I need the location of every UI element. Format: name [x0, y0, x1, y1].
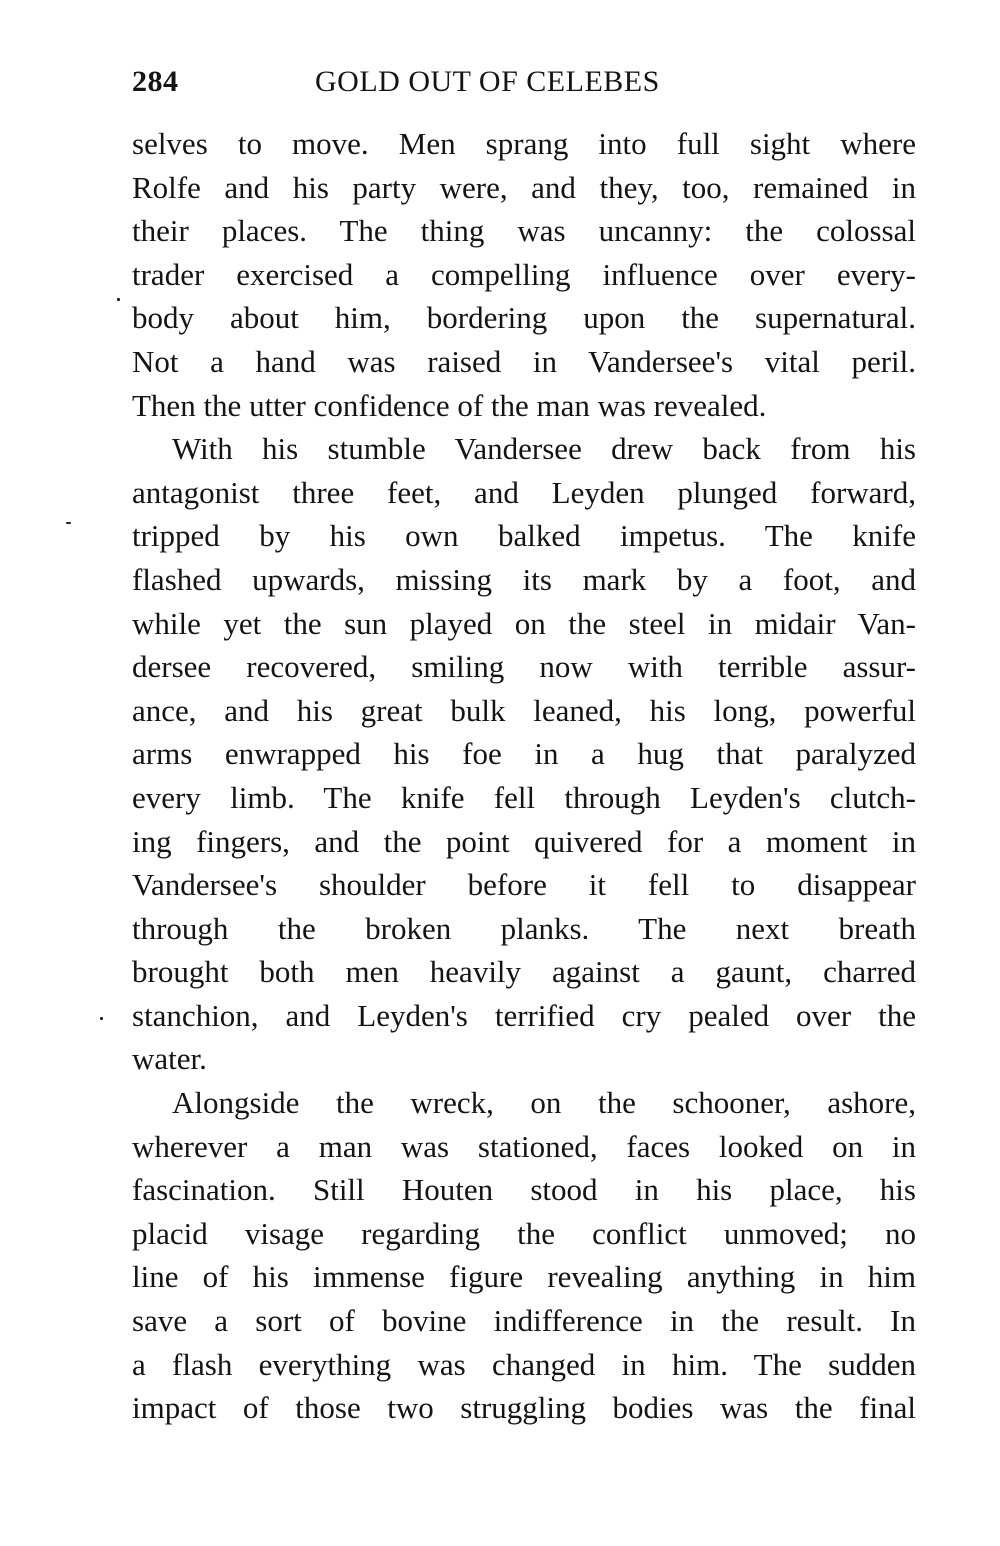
body-text: [132, 122, 916, 1430]
text-line: through the broken planks. The next breath: [132, 910, 916, 946]
text-line: stanchion, and Leyden's terrified cry pealed over the: [132, 997, 916, 1033]
text-line: Not a hand was raised in Vandersee's vital peril.: [132, 343, 916, 379]
text-line: while yet the sun played on the steel in midair Van-: [132, 605, 916, 641]
text-line: their places. The thing was uncanny: the colossal: [132, 213, 916, 249]
scan-speck: [117, 298, 120, 301]
running-title: GOLD OUT OF CELEBES: [315, 65, 660, 98]
running-head: [132, 58, 922, 106]
paragraph-start-line: With his stumble Vandersee drew back from his: [172, 431, 916, 467]
scan-speck: [100, 1017, 103, 1020]
text-line: ing fingers, and the point quivered for a moment in: [132, 823, 916, 859]
text-line: ance, and his great bulk leaned, his long, powerful: [132, 692, 916, 728]
text-line: tripped by his own balked impetus. The knife: [132, 518, 916, 554]
text-line: arms enwrapped his foe in a hug that paralyzed: [132, 736, 916, 772]
text-line: fascination. Still Houten stood in his place, his: [132, 1172, 916, 1208]
paragraph-start-line: Alongside the wreck, on the schooner, ashore,: [172, 1085, 916, 1121]
text-line: Then the utter confidence of the man was revealed.: [132, 387, 767, 423]
text-line: line of his immense figure revealing anything in him: [132, 1259, 916, 1295]
text-line: placid visage regarding the conflict unmoved; no: [132, 1215, 916, 1251]
text-line: save a sort of bovine indifference in the result. In: [132, 1303, 916, 1339]
text-line: every limb. The knife fell through Leyden's clutch-: [132, 779, 916, 815]
text-line: selves to move. Men sprang into full sight where: [132, 126, 916, 161]
text-line: flashed upwards, missing its mark by a foot, and: [132, 561, 916, 597]
scan-speck: [66, 522, 71, 524]
page-number: 284: [132, 65, 179, 98]
text-line: trader exercised a compelling influence over every-: [132, 256, 916, 292]
text-line: dersee recovered, smiling now with terrible assur-: [132, 649, 916, 685]
text-line: Vandersee's shoulder before it fell to disappear: [132, 867, 916, 903]
text-line: impact of those two struggling bodies was the final: [132, 1390, 916, 1426]
text-line: a flash everything was changed in him. The sudden: [132, 1346, 916, 1382]
text-line: brought both men heavily against a gaunt, charred: [132, 954, 916, 990]
text-line: body about him, bordering upon the supernatural.: [132, 300, 916, 336]
text-line: antagonist three feet, and Leyden plunged forward,: [132, 474, 916, 510]
text-line: wherever a man was stationed, faces looked on in: [132, 1128, 916, 1164]
text-line: Rolfe and his party were, and they, too, remained in: [132, 169, 916, 205]
text-line: water.: [132, 1041, 207, 1077]
